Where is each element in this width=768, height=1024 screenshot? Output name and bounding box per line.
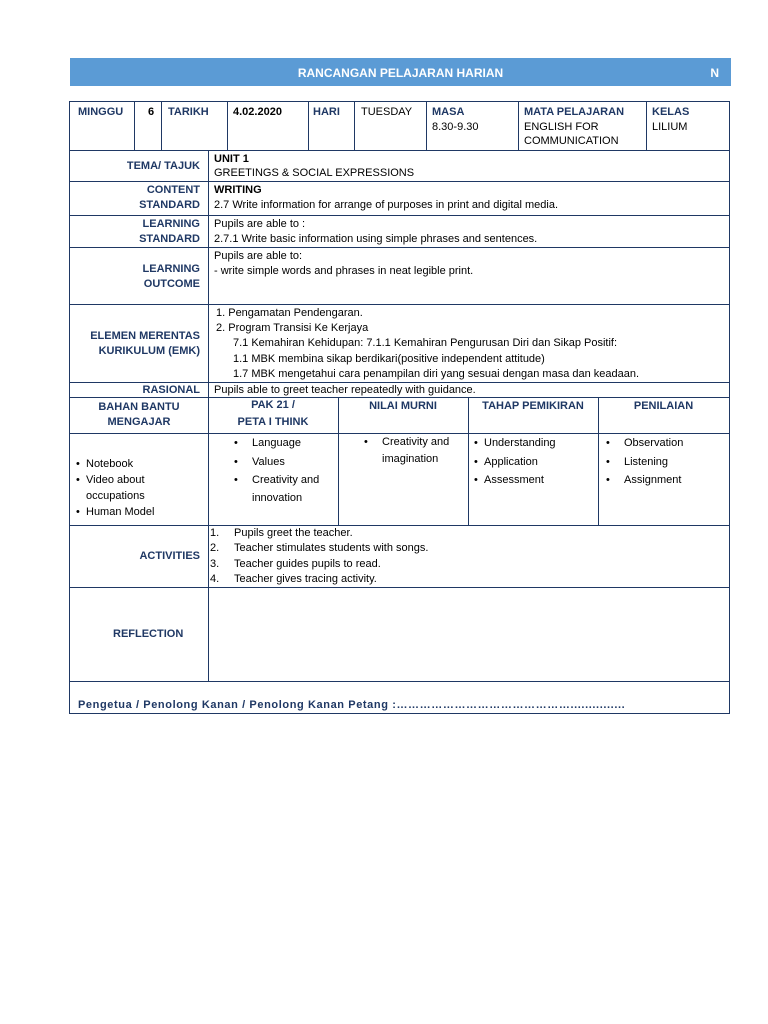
learning-standard-label-2: STANDARD xyxy=(139,233,200,245)
learning-outcome-label-2: OUTCOME xyxy=(143,278,200,290)
activity-number: 3. xyxy=(210,558,220,570)
pak-item: • Language xyxy=(228,434,336,453)
bahan-item: • Video about occupations xyxy=(76,472,196,504)
tahap-item: • Application xyxy=(474,453,594,472)
activity-number: 4. xyxy=(210,573,220,585)
learning-standard-text: 2.7.1 Write basic information using simple phrases and sentences. xyxy=(214,233,538,245)
activity-number: 2. xyxy=(210,542,220,554)
penilaian-item: • Assignment xyxy=(600,471,725,490)
bahan-item: • Notebook xyxy=(76,456,196,472)
content-standard-text: 2.7 Write information for arrange of purposes in print and digital media. xyxy=(214,199,559,211)
penilaian-header: PENILAIAN xyxy=(633,400,694,412)
subject-line2: COMMUNICATION xyxy=(524,135,619,147)
tarikh-value: 4.02.2020 xyxy=(233,106,282,118)
kelas-label: KELAS xyxy=(652,106,690,118)
tema-label: TEMA/ TAJUK xyxy=(126,160,200,172)
page-title: RANCANGAN PELAJARAN HARIAN xyxy=(297,66,504,80)
penilaian-item: • Listening xyxy=(600,453,725,472)
emk-line-5: 1.7 MBK mengetahui cara penampilan diri yang sesuai dengan masa dan keadaan. xyxy=(233,368,640,380)
reflection-area[interactable] xyxy=(209,588,728,680)
learning-outcome-intro: Pupils are able to: xyxy=(214,250,303,262)
tarikh-label: TARIKH xyxy=(168,106,209,118)
rasional-label: RASIONAL xyxy=(142,384,200,396)
signature-line: Pengetua / Penolong Kanan / Penolong Kanan Petang :………………………………………............... xyxy=(78,699,626,711)
pak-list xyxy=(228,434,336,507)
bahan-header-1: BAHAN BANTU xyxy=(98,401,180,413)
minggu-value: 6 xyxy=(148,106,155,118)
hari-value: TUESDAY xyxy=(361,106,413,118)
bahan-list xyxy=(76,456,196,520)
activity-number: 1. xyxy=(210,527,220,539)
learning-standard-intro: Pupils are able to : xyxy=(214,218,306,230)
subject-line1: ENGLISH FOR xyxy=(524,121,599,133)
tema-unit: UNIT 1 xyxy=(214,153,249,165)
tema-title: GREETINGS & SOCIAL EXPRESSIONS xyxy=(214,167,415,179)
kelas-value: LILIUM xyxy=(652,121,688,133)
minggu-label: MINGGU xyxy=(78,106,124,118)
learning-standard-label-1: LEARNING xyxy=(142,218,200,230)
hari-label: HARI xyxy=(313,106,340,118)
emk-line-3: 7.1 Kemahiran Kehidupan: 7.1.1 Kemahiran Pengurusan Diri dan Sikap Positif: xyxy=(233,337,618,349)
learning-outcome-label-1: LEARNING xyxy=(142,263,200,275)
emk-line-1: 1. Pengamatan Pendengaran. xyxy=(216,307,363,319)
emk-label-2: KURIKULUM (EMK) xyxy=(98,345,200,357)
content-standard-label-1: CONTENT xyxy=(146,184,200,196)
rasional-text: Pupils able to greet teacher repeatedly with guidance. xyxy=(214,384,476,396)
emk-label-1: ELEMEN MERENTAS xyxy=(90,330,200,342)
content-standard-label-2: STANDARD xyxy=(139,199,200,211)
activity-text: Teacher stimulates students with songs. xyxy=(234,542,429,554)
masa-value: 8.30-9.30 xyxy=(432,121,479,133)
emk-line-2: 2. Program Transisi Ke Kerjaya xyxy=(216,322,369,334)
pak-item: • Values xyxy=(228,453,336,472)
bahan-header-2: MENGAJAR xyxy=(107,416,171,428)
masa-label: MASA xyxy=(432,106,465,118)
nilai-list xyxy=(358,434,462,468)
nilai-item: • Creativity and imagination xyxy=(358,434,462,468)
penilaian-list xyxy=(600,434,725,490)
activity-text: Teacher guides pupils to read. xyxy=(234,558,381,570)
pak-item: • Creativity and innovation xyxy=(228,471,332,507)
activity-text: Teacher gives tracing activity. xyxy=(234,573,377,585)
nilai-header: NILAI MURNI xyxy=(369,400,437,412)
emk-line-4: 1.1 MBK membina sikap berdikari(positive independent attitude) xyxy=(233,353,545,365)
tahap-item: • Understanding xyxy=(474,434,594,453)
bahan-item: • Human Model xyxy=(76,504,196,520)
content-standard-heading: WRITING xyxy=(214,184,262,196)
lesson-plan-table xyxy=(69,101,730,714)
activities-label: ACTIVITIES xyxy=(139,550,200,562)
header-code: N xyxy=(710,66,719,80)
tahap-header: TAHAP PEMIKIRAN xyxy=(482,400,584,412)
tahap-list xyxy=(474,434,594,490)
reflection-label: REFLECTION xyxy=(113,628,184,640)
penilaian-item: • Observation xyxy=(600,434,725,453)
tahap-item: • Assessment xyxy=(474,471,594,490)
subject-label: MATA PELAJARAN xyxy=(524,106,625,118)
header-banner xyxy=(70,58,731,86)
learning-outcome-text: - write simple words and phrases in neat legible print. xyxy=(214,265,474,277)
activity-text: Pupils greet the teacher. xyxy=(234,527,353,539)
pak-header-1: PAK 21 / xyxy=(251,399,295,411)
pak-header-2: PETA I THINK xyxy=(237,416,309,428)
